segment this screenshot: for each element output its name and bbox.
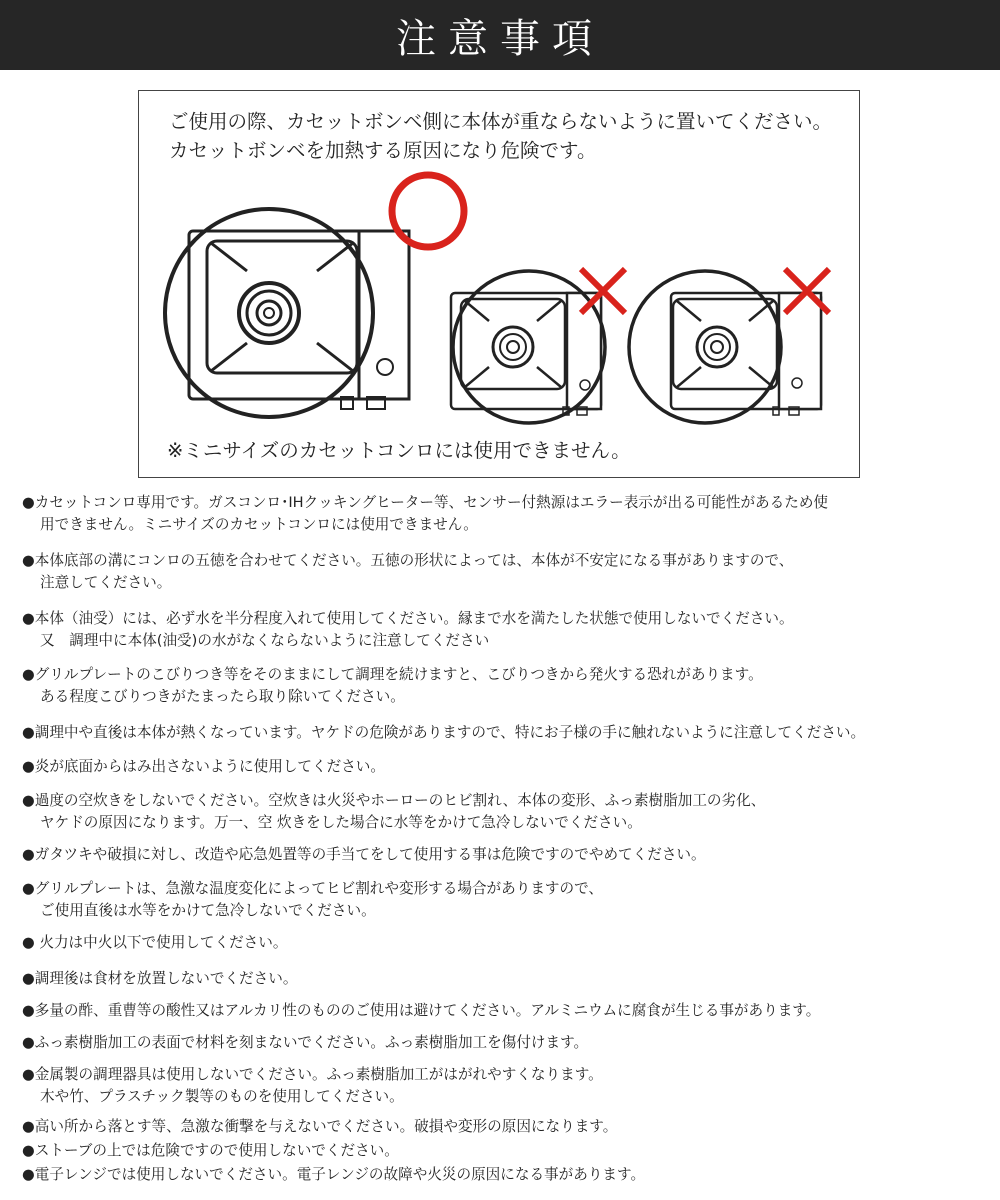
caution-item: ●グリルプレートは、急激な温度変化によってヒビ割れや変形する場合がありますので、 ご使用直後は水等をかけて急冷しないでください。	[22, 880, 604, 919]
caution-item: ●高い所から落とす等、急激な衝撃を与えないでください。破損や変形の原因になります。	[22, 1118, 618, 1135]
caution-item: ●調理後は食材を放置しないでください。	[22, 970, 298, 987]
caution-item: ●ふっ素樹脂加工の表面で材料を刻まないでください。ふっ素樹脂加工を傷付けます。	[22, 1034, 589, 1051]
caution-item: ● 火力は中火以下で使用してください。	[22, 934, 288, 951]
placement-diagram-panel	[138, 90, 860, 478]
caution-item: ●グリルプレートのこびりつき等をそのままにして調理を続けますと、こびりつきから発火する恐れがあります。 ある程度こびりつきがたまったら取り除いてください。	[22, 666, 763, 705]
caution-item: ●電子レンジでは使用しないでください。電子レンジの故障や火災の原因になる事があります。	[22, 1166, 646, 1183]
page-title: 注意事項	[396, 15, 604, 62]
cross-ng-mark	[581, 269, 625, 313]
caution-item: ●炎が底面からはみ出さないように使用してください。	[22, 758, 385, 775]
caution-item: ●ガタツキや破損に対し、改造や応急処置等の手当てをして使用する事は危険ですのでやめてください。	[22, 846, 706, 863]
placement-instruction-text: ご使用の際、カセットボンベ側に本体が重ならないように置いてください。カセットボンベを加熱する原因になり危険です。	[169, 110, 833, 162]
caution-item: ●本体（油受）には、必ず水を半分程度入れて使用してください。縁まで水を満たした状態で使用しないでください。 又 調理中に本体(油受)の水がなくならないように注意してください	[22, 610, 794, 649]
caution-item: ●調理中や直後は本体が熱くなっています。ヤケドの危険がありますので、特にお子様の手に触れないように注意してください。	[22, 724, 866, 741]
circle-ok-mark	[392, 175, 464, 247]
caution-item: ●多量の酢、重曹等の酸性又はアルカリ性のもののご使用は避けてください。アルミニウムに腐食が生じる事があります。	[22, 1002, 821, 1019]
stove-incorrect-illustration	[451, 271, 605, 423]
caution-item: ●カセットコンロ専用です。ガスコンロ･IHクッキングヒーター等、センサー付熱源はエラー表示が出る可能性があるため使 用できません。ミニサイズのカセットコンロには使用できません。	[22, 494, 829, 533]
caution-item: ●過度の空炊きをしないでください。空炊きは火災やホーローのヒビ割れ、本体の変形、ふっ素樹脂加工の劣化、 ヤケドの原因になります。万一、空 炊きをした場合に水等をかけて急冷しないでください。	[22, 792, 766, 831]
header-bar	[0, 0, 1000, 70]
caution-item: ●本体底部の溝にコンロの五徳を合わせてください。五徳の形状によっては、本体が不安定になる事がありますので、 注意してください。	[22, 552, 794, 591]
placement-diagram	[139, 91, 861, 479]
stove-correct-illustration	[165, 209, 409, 417]
caution-item: ●ストーブの上では危険ですので使用しないでください。	[22, 1142, 399, 1159]
mini-size-note: ※ミニサイズのカセットコンロには使用できません。	[167, 439, 631, 462]
caution-item: ●金属製の調理器具は使用しないでください。ふっ素樹脂加工がはがれやすくなります。 木や竹、プラスチック製等のものを使用してください。	[22, 1066, 603, 1105]
stove-incorrect-illustration	[629, 271, 821, 423]
